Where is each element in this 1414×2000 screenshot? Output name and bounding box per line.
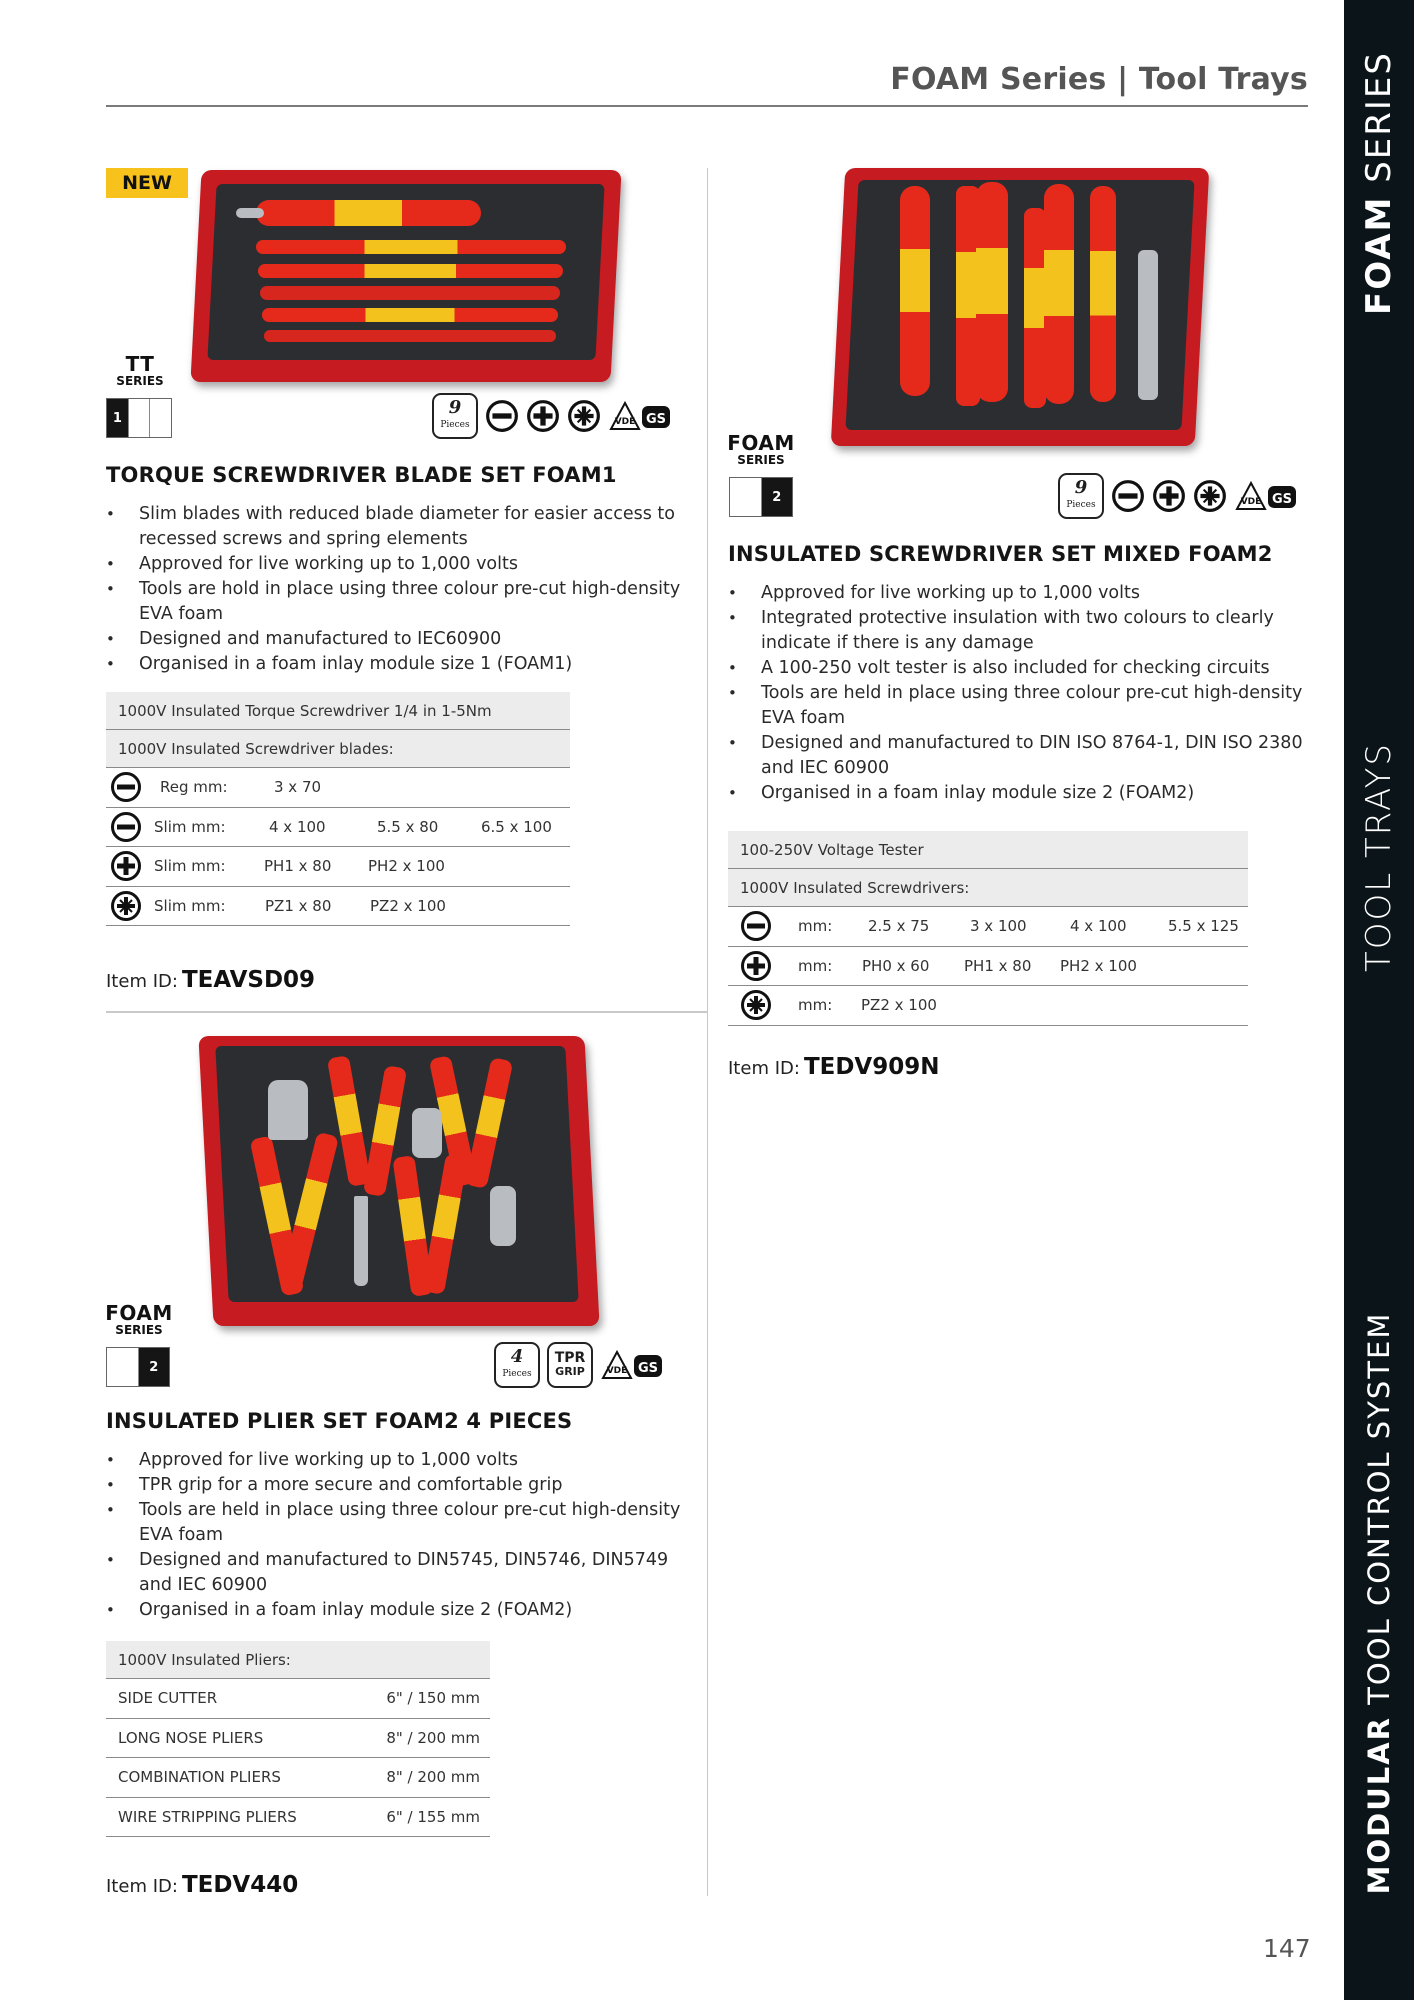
sidebar-modular: MODULAR TOOL CONTROL SYSTEM [1362, 1311, 1396, 1895]
module-size-indicator: 2 [106, 1347, 170, 1387]
slotted-icon [485, 399, 519, 433]
pozidriv-icon [110, 890, 142, 922]
row-value: 3 x 70 [274, 778, 322, 797]
row-value: 4 x 100 [1070, 917, 1127, 936]
row-value: PH0 x 60 [862, 956, 930, 975]
product-image-plier-set [206, 1036, 592, 1326]
feature-icons [494, 1342, 666, 1388]
phillips-icon [1152, 479, 1186, 513]
list-item: • Tools are hold in place using three colour pre-cut high-density EVA foam [106, 577, 691, 627]
list-item: • Slim blades with reduced blade diameter for easier access to recessed screws and spring elements [106, 502, 691, 552]
slotted-icon [740, 910, 772, 942]
table-row [106, 808, 570, 848]
feature-list [106, 1448, 691, 1623]
plier-size: 8" / 200 mm [386, 1768, 480, 1787]
list-item: • Tools are held in place using three colour pre-cut high-density EVA foam [728, 681, 1308, 731]
row-label: mm: [798, 996, 833, 1015]
vde-gs-certification-icon [608, 400, 674, 432]
plier-size: 6" / 150 mm [386, 1689, 480, 1708]
row-value: 5.5 x 80 [377, 817, 439, 836]
plier-name: COMBINATION PLIERS [118, 1768, 281, 1787]
module-size-indicator: 2 [729, 477, 793, 517]
list-item: • Designed and manufactured to IEC60900 [106, 627, 691, 652]
row-value: PZ2 x 100 [861, 996, 937, 1015]
table-row [106, 887, 570, 927]
product-title: INSULATED PLIER SET FOAM2 4 PIECES [106, 1409, 573, 1433]
pozidriv-icon [740, 989, 772, 1021]
feature-icons [1058, 473, 1300, 519]
feature-icons [432, 393, 674, 439]
list-item: • Organised in a foam inlay module size 2 (FOAM2) [728, 781, 1308, 806]
row-value: PH1 x 80 [964, 956, 1032, 975]
product-title: TORQUE SCREWDRIVER BLADE SET FOAM1 [106, 463, 617, 487]
header-rule [106, 105, 1308, 107]
column-divider [707, 168, 708, 1896]
slotted-icon [110, 811, 142, 843]
feature-list [728, 581, 1308, 806]
row-label: Slim mm: [154, 896, 226, 915]
foam-series-logo: FOAM SERIES [727, 431, 795, 467]
page-title: FOAM Series | Tool Trays [890, 62, 1308, 97]
row-value: PH1 x 80 [264, 857, 332, 876]
list-item: • TPR grip for a more secure and comfortable grip [106, 1473, 691, 1498]
foam-series-logo: FOAM SERIES [105, 1301, 173, 1337]
table-row [728, 986, 1248, 1026]
plier-name: WIRE STRIPPING PLIERS [118, 1807, 297, 1826]
plier-name: LONG NOSE PLIERS [118, 1728, 264, 1747]
spec-header: 1000V Insulated Pliers: [106, 1641, 490, 1679]
row-value: 5.5 x 125 [1168, 917, 1239, 936]
pozidriv-icon [1193, 479, 1227, 513]
section-divider [106, 1011, 707, 1013]
pieces-count-icon: 9 Pieces [432, 393, 478, 439]
table-row [106, 1758, 490, 1798]
product-image-torque-set [196, 170, 616, 382]
row-label: mm: [798, 917, 833, 936]
list-item: • Organised in a foam inlay module size 1 (FOAM1) [106, 652, 691, 677]
row-label: mm: [798, 956, 833, 975]
table-row [106, 1798, 490, 1838]
pieces-count-icon: 9 Pieces [1058, 473, 1104, 519]
plier-name: SIDE CUTTER [118, 1689, 218, 1708]
phillips-icon [740, 950, 772, 982]
vde-gs-certification-icon [600, 1349, 666, 1381]
product-image-screwdriver-set [838, 168, 1202, 446]
table-row [106, 1679, 490, 1719]
list-item: • Designed and manufactured to DIN ISO 8764-1, DIN ISO 2380 and IEC 60900 [728, 731, 1308, 781]
item-id: Item ID: TEDV909N [728, 1054, 940, 1080]
row-label: Reg mm: [160, 778, 228, 797]
row-value: 3 x 100 [970, 917, 1027, 936]
table-row [106, 1719, 490, 1759]
spec-header: 1000V Insulated Screwdriver blades: [106, 730, 570, 768]
pozidriv-icon [567, 399, 601, 433]
list-item: • Approved for live working up to 1,000 volts [106, 1448, 691, 1473]
pieces-count-icon: 4 Pieces [494, 1342, 540, 1388]
list-item: • Approved for live working up to 1,000 volts [728, 581, 1308, 606]
sidebar-foam-series: FOAM SERIES [1359, 51, 1399, 315]
slotted-icon [1111, 479, 1145, 513]
plier-size: 8" / 200 mm [386, 1728, 480, 1747]
list-item: • Tools are held in place using three colour pre-cut high-density EVA foam [106, 1498, 691, 1548]
list-item: • A 100-250 volt tester is also included for checking circuits [728, 656, 1308, 681]
product-title: INSULATED SCREWDRIVER SET MIXED FOAM2 [728, 542, 1273, 566]
row-value: 2.5 x 75 [868, 917, 930, 936]
pliers-table [106, 1641, 490, 1837]
table-row [728, 907, 1248, 947]
new-badge: NEW [106, 168, 188, 198]
row-value: 6.5 x 100 [481, 817, 552, 836]
item-id: Item ID: TEDV440 [106, 1872, 299, 1898]
row-value: PH2 x 100 [1060, 956, 1137, 975]
row-value: PH2 x 100 [368, 857, 445, 876]
table-row [106, 768, 570, 808]
table-row [728, 947, 1248, 987]
phillips-icon [110, 850, 142, 882]
page-number: 147 [1263, 1934, 1311, 1963]
sidebar [1344, 0, 1414, 2000]
slotted-icon [110, 771, 142, 803]
row-value: PZ1 x 80 [265, 896, 332, 915]
list-item: • Organised in a foam inlay module size 2 (FOAM2) [106, 1598, 691, 1623]
spec-table [728, 831, 1248, 1026]
spec-header: 1000V Insulated Torque Screwdriver 1/4 in 1-5Nm [106, 692, 570, 730]
list-item: • Designed and manufactured to DIN5745, DIN5746, DIN5749 and IEC 60900 [106, 1548, 691, 1598]
table-row [106, 847, 570, 887]
row-value: 4 x 100 [269, 817, 326, 836]
row-label: Slim mm: [154, 817, 226, 836]
feature-list [106, 502, 691, 677]
plier-size: 6" / 155 mm [386, 1807, 480, 1826]
list-item: • Integrated protective insulation with two colours to clearly indicate if there is any damage [728, 606, 1308, 656]
spec-header: 100-250V Voltage Tester [728, 831, 1248, 869]
tt-series-logo: TT SERIES [116, 352, 164, 388]
spec-table [106, 692, 570, 926]
phillips-icon [526, 399, 560, 433]
tpr-grip-icon: TPR GRIP [547, 1342, 593, 1388]
row-label: Slim mm: [154, 857, 226, 876]
item-id: Item ID: TEAVSD09 [106, 967, 316, 993]
row-value: PZ2 x 100 [370, 896, 446, 915]
list-item: • Approved for live working up to 1,000 volts [106, 552, 691, 577]
module-size-indicator: 1 [106, 398, 172, 438]
vde-gs-certification-icon [1234, 480, 1300, 512]
sidebar-tool-trays: TOOL TRAYS [1359, 741, 1399, 973]
spec-header: 1000V Insulated Screwdrivers: [728, 869, 1248, 907]
